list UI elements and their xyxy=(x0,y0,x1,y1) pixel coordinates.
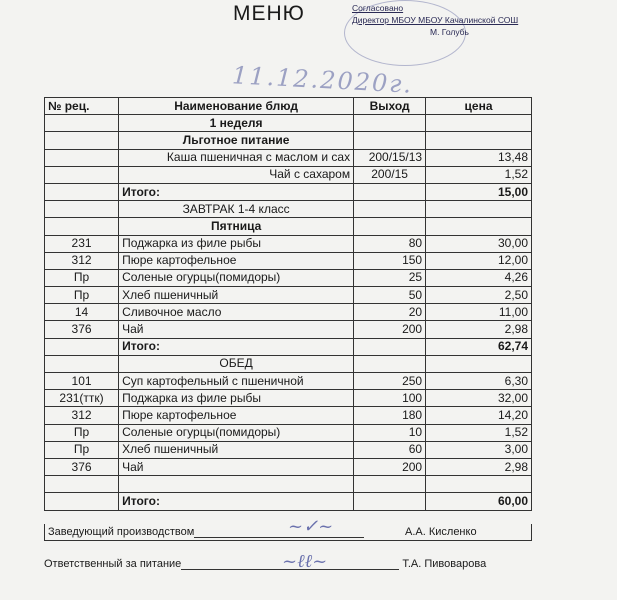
dish-output: 10 xyxy=(354,424,426,441)
recipe-number: 376 xyxy=(45,458,119,475)
dish-name: Чай xyxy=(119,458,354,475)
header-dish-name: Наименование блюд xyxy=(119,98,354,115)
dish-price: 2,98 xyxy=(426,321,532,338)
day-row xyxy=(45,218,532,235)
recipe-number: Пр xyxy=(45,287,119,304)
dish-output: 20 xyxy=(354,304,426,321)
dish-name: Соленые огурцы(помидоры) xyxy=(119,269,354,286)
recipe-number xyxy=(45,166,119,183)
dish-name: Чай с сахаром xyxy=(119,166,354,183)
week-label: 1 неделя xyxy=(119,115,354,132)
header-price: цена xyxy=(426,98,532,115)
dish-price: 30,00 xyxy=(426,235,532,252)
total-value: 60,00 xyxy=(426,493,532,510)
dish-name: Пюре картофельное xyxy=(119,252,354,269)
dish-price: 11,00 xyxy=(426,304,532,321)
dish-price: 4,26 xyxy=(426,269,532,286)
recipe-number: 231 xyxy=(45,235,119,252)
signature-underline xyxy=(194,537,364,538)
total-value: 62,74 xyxy=(426,338,532,355)
dish-price: 6,30 xyxy=(426,373,532,390)
table-row xyxy=(45,407,532,424)
total-label: Итого: xyxy=(119,493,354,510)
table-row xyxy=(45,252,532,269)
dish-output: 200/15/13 xyxy=(354,149,426,166)
dish-price: 14,20 xyxy=(426,407,532,424)
manager-label: Заведующий производством xyxy=(48,526,195,538)
recipe-number: 101 xyxy=(45,373,119,390)
table-row xyxy=(45,424,532,441)
dish-price: 12,00 xyxy=(426,252,532,269)
dish-name: Сливочное масло xyxy=(119,304,354,321)
recipe-number: Пр xyxy=(45,441,119,458)
menu-table xyxy=(44,97,532,511)
recipe-number: Пр xyxy=(45,424,119,441)
dish-price: 1,52 xyxy=(426,424,532,441)
recipe-number: 231(ттк) xyxy=(45,390,119,407)
dish-name: Каша пшеничная с маслом и сах xyxy=(119,149,354,166)
header-row xyxy=(45,98,532,115)
manager-signature-scribble: ~✓~ xyxy=(288,516,334,537)
section-title: Льготное питание xyxy=(119,132,354,149)
dish-output: 150 xyxy=(354,252,426,269)
dish-name: Чай xyxy=(119,321,354,338)
table-row xyxy=(45,304,532,321)
dish-output: 25 xyxy=(354,269,426,286)
header-recipe-number: № рец. xyxy=(45,98,119,115)
table-row xyxy=(45,321,532,338)
dish-name: Поджарка из филе рыбы xyxy=(119,390,354,407)
dish-price: 2,50 xyxy=(426,287,532,304)
total-row xyxy=(45,338,532,355)
empty-row xyxy=(45,476,532,493)
approval-line-2: Директор МБОУ МБОУ Качалинской СОШ xyxy=(352,15,519,25)
recipe-number: Пр xyxy=(45,269,119,286)
dish-output: 250 xyxy=(354,373,426,390)
approval-block xyxy=(352,2,592,38)
week-row xyxy=(45,115,532,132)
dish-price: 13,48 xyxy=(426,149,532,166)
dish-price: 2,98 xyxy=(426,458,532,475)
recipe-number: 14 xyxy=(45,304,119,321)
header-output: Выход xyxy=(354,98,426,115)
meal-label-row xyxy=(45,355,532,372)
dish-name: Поджарка из филе рыбы xyxy=(119,235,354,252)
dish-name: Суп картофельный с пшеничной xyxy=(119,373,354,390)
responsible-signature-line xyxy=(44,558,486,570)
table-row xyxy=(45,166,532,183)
approval-line-1: Согласовано xyxy=(352,3,404,13)
table-row xyxy=(45,235,532,252)
recipe-number: 376 xyxy=(45,321,119,338)
recipe-number: 312 xyxy=(45,252,119,269)
dish-name: Хлеб пшеничный xyxy=(119,441,354,458)
lunch-label: ОБЕД xyxy=(119,355,354,372)
table-row xyxy=(45,390,532,407)
recipe-number: 312 xyxy=(45,407,119,424)
table-row xyxy=(45,149,532,166)
dish-output: 50 xyxy=(354,287,426,304)
dish-output: 200/15 xyxy=(354,166,426,183)
day-label: Пятница xyxy=(119,218,354,235)
table-row xyxy=(45,441,532,458)
dish-output: 80 xyxy=(354,235,426,252)
dish-output: 100 xyxy=(354,390,426,407)
manager-name: А.А. Кисленко xyxy=(405,526,477,538)
total-label: Итого: xyxy=(119,338,354,355)
responsible-name: Т.А. Пивоварова xyxy=(402,558,487,570)
responsible-label: Ответственный за питание xyxy=(44,558,182,570)
table-row xyxy=(45,373,532,390)
table-row xyxy=(45,458,532,475)
table-row xyxy=(45,269,532,286)
table-row xyxy=(45,287,532,304)
total-value: 15,00 xyxy=(426,183,532,200)
approval-line-3: М. Голубь xyxy=(430,27,469,37)
dish-name: Соленые огурцы(помидоры) xyxy=(119,424,354,441)
total-row xyxy=(45,493,532,510)
dish-output: 180 xyxy=(354,407,426,424)
dish-output: 200 xyxy=(354,458,426,475)
meal-label-row xyxy=(45,201,532,218)
handwritten-date: 11.12.2020г. xyxy=(231,61,414,99)
total-label: Итого: xyxy=(119,183,354,200)
dish-output: 200 xyxy=(354,321,426,338)
recipe-number xyxy=(45,149,119,166)
dish-price: 1,52 xyxy=(426,166,532,183)
page-title: МЕНЮ xyxy=(233,2,305,25)
dish-output: 60 xyxy=(354,441,426,458)
breakfast-label: ЗАВТРАК 1-4 класс xyxy=(119,201,354,218)
dish-name: Пюре картофельное xyxy=(119,407,354,424)
dish-price: 3,00 xyxy=(426,441,532,458)
dish-price: 32,00 xyxy=(426,390,532,407)
section-title-row xyxy=(45,132,532,149)
total-row xyxy=(45,183,532,200)
dish-name: Хлеб пшеничный xyxy=(119,287,354,304)
responsible-signature-scribble: ~ℓℓ~ xyxy=(282,551,328,572)
